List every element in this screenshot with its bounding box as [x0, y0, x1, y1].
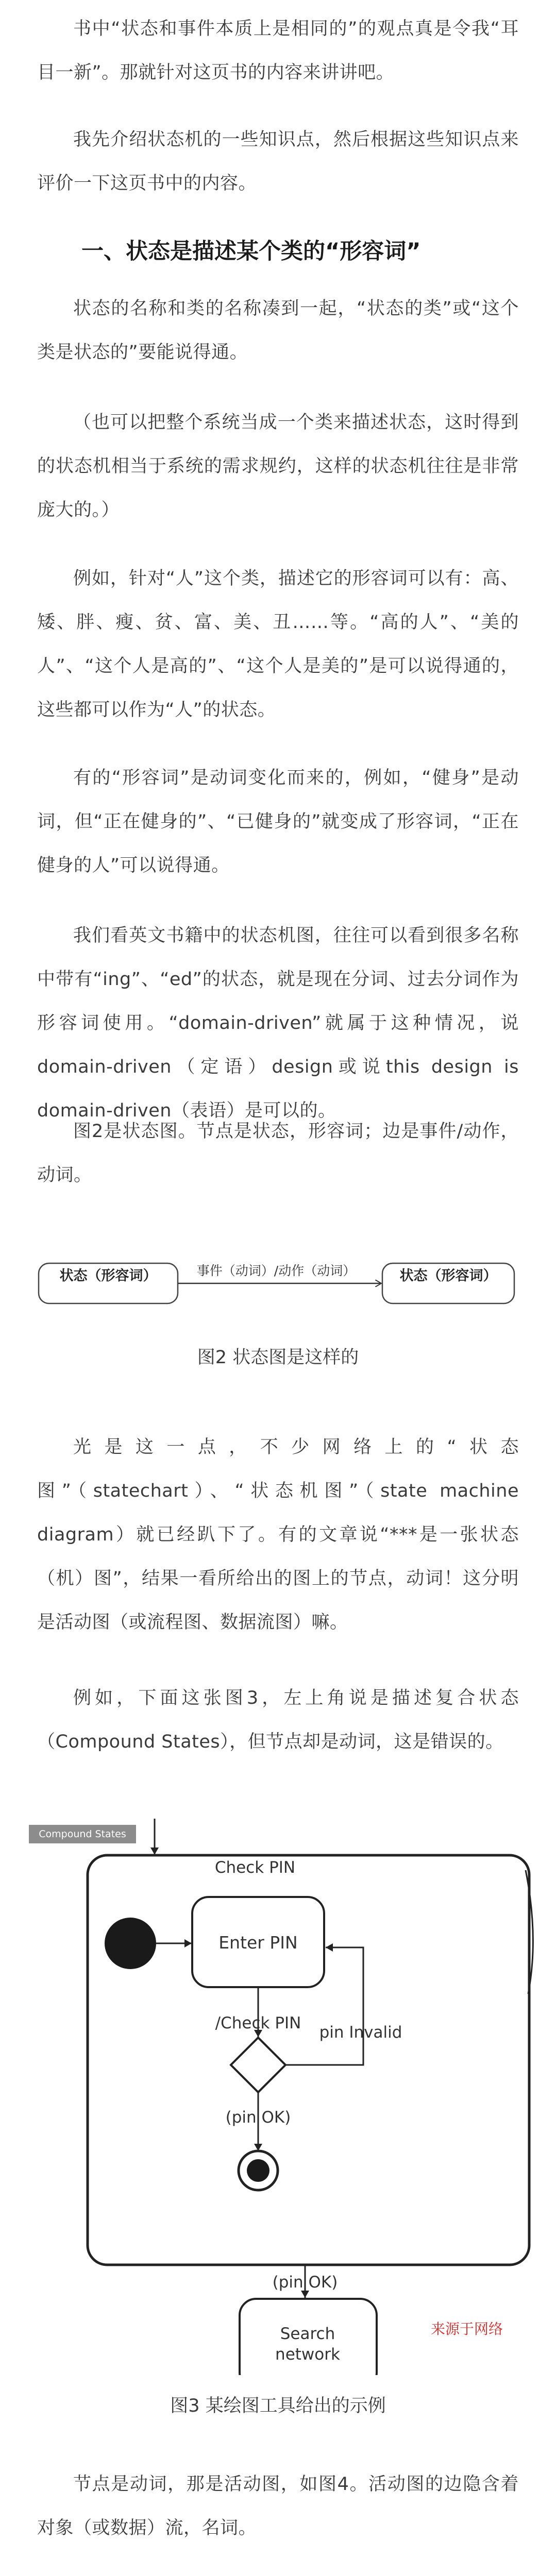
fig3-source-watermark: 来源于网络 — [430, 2320, 503, 2337]
paragraph-fig2-intro: 图2是状态图。节点是状态，形容词；边是事件/动作，动词。 — [37, 1121, 519, 1185]
fig3-initial-state — [105, 1918, 156, 1969]
fig3-compound-tag-label: Compound States — [39, 1828, 126, 1840]
fig3-composite-title: Check PIN — [214, 1858, 296, 1877]
paragraph-intro: 书中“状态和事件本质上是相同的”的观点真是令我“耳目一新”。那就针对这页书的内容来讲讲吧。 — [37, 19, 519, 83]
paragraph-adjective-example: 例如，针对“人”这个类，描述它的形容词可以有：高、矮、胖、瘦、贫、富、美、丑……等。“高的人”、“美的人”、“这个人是高的”、“这个人是美的”是可以说得通的，这些都可以作为“人”的状态。 — [37, 568, 519, 720]
paragraph-verb-derived: 有的“形容词”是动词变化而来的，例如，“健身”是动词，但“正在健身的”、“已健身的”就变成了形容词，“正在健身的人”可以说得通。 — [37, 768, 519, 876]
figure-2-state-diagram — [0, 1252, 556, 1319]
fig2-left-state-label: 状态（形容词） — [59, 1268, 157, 1284]
fig3-final-state-core — [247, 2159, 269, 2182]
paragraph-system-note: （也可以把整个系统当成一个类来描述状态，这时得到的状态机相当于系统的需求规约，这样的状态机往往是非常庞大的。） — [37, 412, 519, 520]
section-heading: 一、状态是描述某个类的“形容词” — [81, 239, 421, 264]
paragraph-state-name: 状态的名称和类的名称凑到一起，“状态的类”或“这个类是状态的”要能说得通。 — [37, 298, 519, 363]
figure-3-compound-states — [0, 1819, 556, 2375]
fig3-search-label: Search — [280, 2325, 335, 2343]
fig3-network-label: network — [275, 2345, 340, 2364]
fig2-right-state-label: 状态（形容词） — [399, 1268, 497, 1284]
paragraph-english-books: 我们看英文书籍中的状态机图，往往可以看到很多名称中带有“ing”、“ed”的状态，就是现在分词、过去分词作为形容词使用。“domain-driven”就属于这种情况，说domain-driven（定语）design或说this design is domain-driven（表语）是可以的。 — [37, 925, 519, 1121]
fig3-pin-invalid-label: pin Invalid — [319, 2023, 402, 2042]
paragraph-web-statecharts: 光是这一点，不少网络上的“状态图”（statechart）、“状态机图”（state machine diagram）就已经趴下了。有的文章说“***是一张状态（机）图”，结果一看所给出的图上的节点，动词！这分明是活动图（或流程图、数据流图）嘛。 — [37, 1437, 519, 1633]
fig3-pin-ok-outer-label: (pin OK) — [272, 2273, 338, 2292]
fig2-transition-label: 事件（动词）/动作（动词） — [196, 1263, 356, 1278]
fig3-check-pin-label: /Check PIN — [215, 2014, 301, 2032]
paragraph-overview: 我先介绍状态机的一些知识点，然后根据这些知识点来评价一下这页书中的内容。 — [37, 129, 519, 194]
paragraph-activity-intro: 节点是动词，那是活动图，如图4。活动图的边隐含着对象（或数据）流，名词。 — [37, 2474, 519, 2538]
figure-3-caption: 图3 某绘图工具给出的示例 — [170, 2396, 386, 2416]
fig3-choice-node — [231, 2038, 285, 2092]
paragraph-fig3-intro: 例如，下面这张图3，左上角说是描述复合状态（Compound States），但节点却是动词，这是错误的。 — [37, 1688, 519, 1752]
fig3-enter-pin-label: Enter PIN — [218, 1933, 298, 1953]
fig3-pin-ok-inner-label: (pin OK) — [225, 2108, 291, 2127]
figure-2-caption: 图2 状态图是这样的 — [197, 1347, 359, 1368]
